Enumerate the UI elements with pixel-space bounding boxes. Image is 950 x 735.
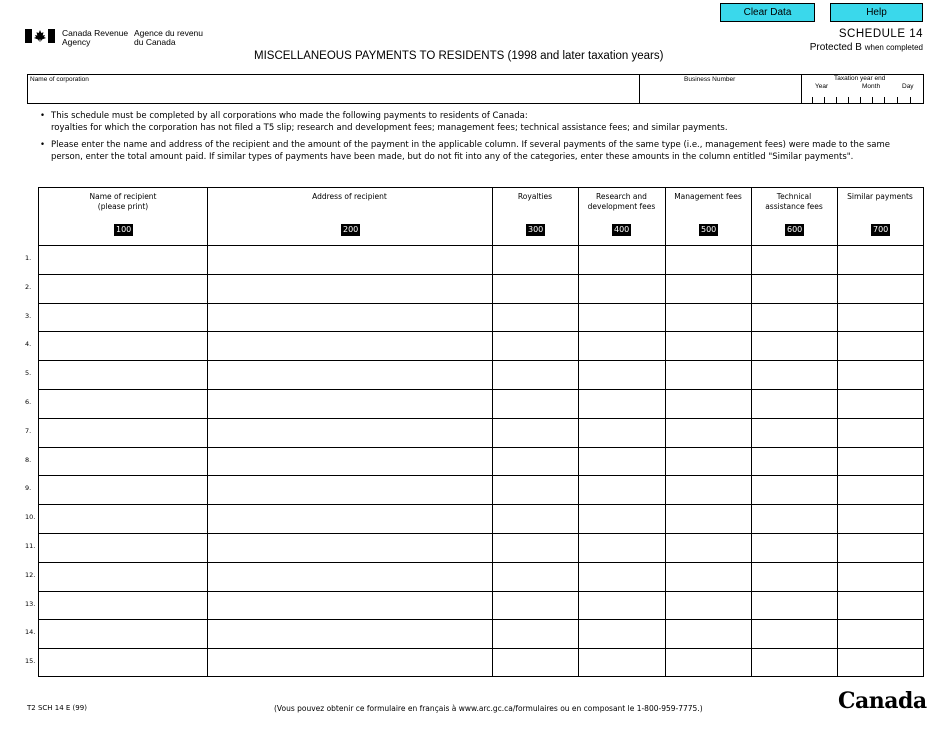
management-fees-input[interactable] (666, 505, 751, 533)
research-fees-input[interactable] (579, 448, 665, 476)
address-input[interactable] (208, 304, 492, 332)
royalties-input[interactable] (493, 592, 578, 620)
address-input[interactable] (208, 649, 492, 677)
similar-payments-input[interactable] (838, 304, 923, 332)
clear-data-button[interactable]: Clear Data (720, 3, 815, 22)
name-input[interactable] (40, 505, 207, 533)
address-input[interactable] (208, 419, 492, 447)
row-number: 9. (25, 484, 32, 493)
line-code-300: 300 (528, 225, 544, 234)
row-number: 2. (25, 282, 32, 291)
row-number: 4. (25, 340, 32, 349)
name-input[interactable] (40, 620, 207, 648)
research-fees-input[interactable] (579, 390, 665, 418)
row-number: 8. (25, 455, 32, 464)
line-code-100: 100 (116, 225, 132, 234)
taxation-year-end-field[interactable] (802, 75, 923, 103)
management-fees-input[interactable] (666, 649, 751, 677)
management-fees-input[interactable] (666, 476, 751, 504)
corporation-name-label: Name of corporation (30, 76, 89, 83)
column-header-address: Address of recipient (312, 192, 387, 201)
technical-fees-input[interactable] (752, 390, 837, 418)
management-fees-input[interactable] (666, 332, 751, 360)
similar-payments-input[interactable] (838, 534, 923, 562)
royalties-input[interactable] (493, 304, 578, 332)
royalties-input[interactable] (493, 563, 578, 591)
technical-fees-input[interactable] (752, 534, 837, 562)
name-input[interactable] (40, 563, 207, 591)
tax-year-end-label: Taxation year end (834, 75, 886, 82)
business-number-field[interactable] (640, 75, 802, 103)
royalties-input[interactable] (493, 448, 578, 476)
research-fees-input[interactable] (579, 246, 665, 274)
similar-payments-input[interactable] (838, 419, 923, 447)
column-header-research: Research and development fees (587, 192, 656, 211)
royalties-input[interactable] (493, 476, 578, 504)
royalties-input[interactable] (493, 390, 578, 418)
address-input[interactable] (208, 563, 492, 591)
research-fees-input[interactable] (579, 275, 665, 303)
row-number: 12. (25, 570, 36, 579)
technical-fees-input[interactable] (752, 592, 837, 620)
similar-payments-input[interactable] (838, 592, 923, 620)
research-fees-input[interactable] (579, 592, 665, 620)
row-number: 3. (25, 311, 32, 320)
name-input[interactable] (40, 476, 207, 504)
research-fees-input[interactable] (579, 304, 665, 332)
technical-fees-input[interactable] (752, 361, 837, 389)
name-input[interactable] (40, 534, 207, 562)
address-input[interactable] (208, 505, 492, 533)
business-number-label: Business Number (684, 76, 736, 83)
line-code-500: 500 (701, 225, 717, 234)
address-input[interactable] (208, 332, 492, 360)
technical-fees-input[interactable] (752, 304, 837, 332)
column-header-similar: Similar payments (847, 192, 913, 201)
identification-box (27, 74, 924, 104)
management-fees-input[interactable] (666, 563, 751, 591)
name-input[interactable] (40, 419, 207, 447)
similar-payments-input[interactable] (838, 275, 923, 303)
management-fees-input[interactable] (666, 448, 751, 476)
column-header-name: Name of recipient (please print) (89, 192, 157, 211)
technical-fees-input[interactable] (752, 476, 837, 504)
schedule-title: SCHEDULE 14 (838, 28, 923, 40)
address-input[interactable] (208, 275, 492, 303)
row-number: 10. (25, 513, 36, 522)
line-code-400: 400 (614, 225, 630, 234)
french-form-note: (Vous pouvez obtenir ce formulaire en français à www.arc.gc.ca/formulaires ou en composant le 1-800-959-7775.) (274, 704, 703, 713)
name-input[interactable] (40, 275, 207, 303)
address-input[interactable] (208, 592, 492, 620)
royalties-input[interactable] (493, 419, 578, 447)
management-fees-input[interactable] (666, 534, 751, 562)
canada-wordmark: Canada (838, 688, 927, 714)
agency-name-french: Agence du revenu du Canada (134, 28, 203, 47)
line-code-700: 700 (873, 225, 889, 234)
corporation-name-field[interactable] (28, 75, 640, 103)
day-label: Day (902, 83, 914, 90)
research-fees-input[interactable] (579, 505, 665, 533)
form-identifier: T2 SCH 14 E (99) (27, 704, 87, 712)
instruction-bullet-2: • Please enter the name and address of the recipient and the amount of the payment in the applicable column. If several payments of the same type (i.e., management fees) were made to the same person, enter the total amount paid. If similar types of payments have been made, but do not fit into any of the categories, enter these amounts in the column entitled "Similar payments". (40, 140, 890, 162)
name-input[interactable] (40, 332, 207, 360)
research-fees-input[interactable] (579, 361, 665, 389)
similar-payments-input[interactable] (838, 649, 923, 677)
research-fees-input[interactable] (579, 534, 665, 562)
management-fees-input[interactable] (666, 275, 751, 303)
protected-b-label: Protected B when completed (809, 42, 923, 53)
management-fees-input[interactable] (666, 592, 751, 620)
technical-fees-input[interactable] (752, 275, 837, 303)
line-code-200: 200 (343, 225, 359, 234)
row-number: 13. (25, 599, 36, 608)
agency-name-english: Canada Revenue Agency (62, 28, 129, 47)
row-number: 6. (25, 398, 32, 406)
research-fees-input[interactable] (579, 563, 665, 591)
technical-fees-input[interactable] (752, 246, 837, 274)
row-number: 11. (25, 542, 36, 550)
research-fees-input[interactable] (579, 620, 665, 648)
address-input[interactable] (208, 534, 492, 562)
month-label: Month (862, 83, 881, 90)
address-input[interactable] (208, 620, 492, 648)
column-header-management: Management fees (674, 192, 742, 201)
similar-payments-input[interactable] (838, 361, 923, 389)
similar-payments-input[interactable] (838, 620, 923, 648)
royalties-input[interactable] (493, 534, 578, 562)
address-input[interactable] (208, 448, 492, 476)
research-fees-input[interactable] (579, 476, 665, 504)
row-number: 5. (25, 369, 32, 378)
name-input[interactable] (40, 592, 207, 620)
technical-fees-input[interactable] (752, 563, 837, 591)
instruction-bullet-1: • This schedule must be completed by all corporations who made the following payments to residents of Canada: royalties for which the corporation has not filed a T5 slip; research and development fees; management fees; technical assistance fees; and similar payments. (40, 111, 728, 133)
technical-fees-input[interactable] (752, 448, 837, 476)
management-fees-input[interactable] (666, 620, 751, 648)
canada-flag-icon (25, 29, 55, 43)
similar-payments-input[interactable] (838, 505, 923, 533)
research-fees-input[interactable] (579, 332, 665, 360)
line-code-600: 600 (787, 225, 803, 234)
address-input[interactable] (208, 246, 492, 274)
management-fees-input[interactable] (666, 390, 751, 418)
royalties-input[interactable] (493, 361, 578, 389)
royalties-input[interactable] (493, 246, 578, 274)
name-input[interactable] (40, 361, 207, 389)
technical-fees-input[interactable] (752, 620, 837, 648)
column-header-royalties: Royalties (517, 192, 553, 201)
year-label: Year (815, 83, 829, 90)
form-title: MISCELLANEOUS PAYMENTS TO RESIDENTS (1998 and later taxation years) (254, 50, 664, 62)
name-input[interactable] (40, 448, 207, 476)
royalties-input[interactable] (493, 649, 578, 677)
similar-payments-input[interactable] (838, 246, 923, 274)
management-fees-input[interactable] (666, 419, 751, 447)
technical-fees-input[interactable] (752, 419, 837, 447)
help-button[interactable]: Help (830, 3, 923, 22)
column-header-technical: Technical assistance fees (765, 192, 823, 211)
name-input[interactable] (40, 390, 207, 418)
similar-payments-input[interactable] (838, 390, 923, 418)
address-input[interactable] (208, 361, 492, 389)
management-fees-input[interactable] (666, 361, 751, 389)
technical-fees-input[interactable] (752, 505, 837, 533)
royalties-input[interactable] (493, 620, 578, 648)
research-fees-input[interactable] (579, 649, 665, 677)
name-input[interactable] (40, 649, 207, 677)
row-number: 7. (25, 426, 32, 435)
similar-payments-input[interactable] (838, 448, 923, 476)
similar-payments-input[interactable] (838, 563, 923, 591)
payments-table (38, 187, 924, 677)
row-number: 14. (25, 628, 36, 637)
research-fees-input[interactable] (579, 419, 665, 447)
address-input[interactable] (208, 390, 492, 418)
row-number: 15. (25, 657, 36, 666)
similar-payments-input[interactable] (838, 476, 923, 504)
management-fees-input[interactable] (666, 246, 751, 274)
address-input[interactable] (208, 476, 492, 504)
management-fees-input[interactable] (666, 304, 751, 332)
technical-fees-input[interactable] (752, 649, 837, 677)
name-input[interactable] (40, 246, 207, 274)
royalties-input[interactable] (493, 275, 578, 303)
royalties-input[interactable] (493, 332, 578, 360)
royalties-input[interactable] (493, 505, 578, 533)
similar-payments-input[interactable] (838, 332, 923, 360)
row-number: 1. (25, 254, 32, 262)
name-input[interactable] (40, 304, 207, 332)
technical-fees-input[interactable] (752, 332, 837, 360)
